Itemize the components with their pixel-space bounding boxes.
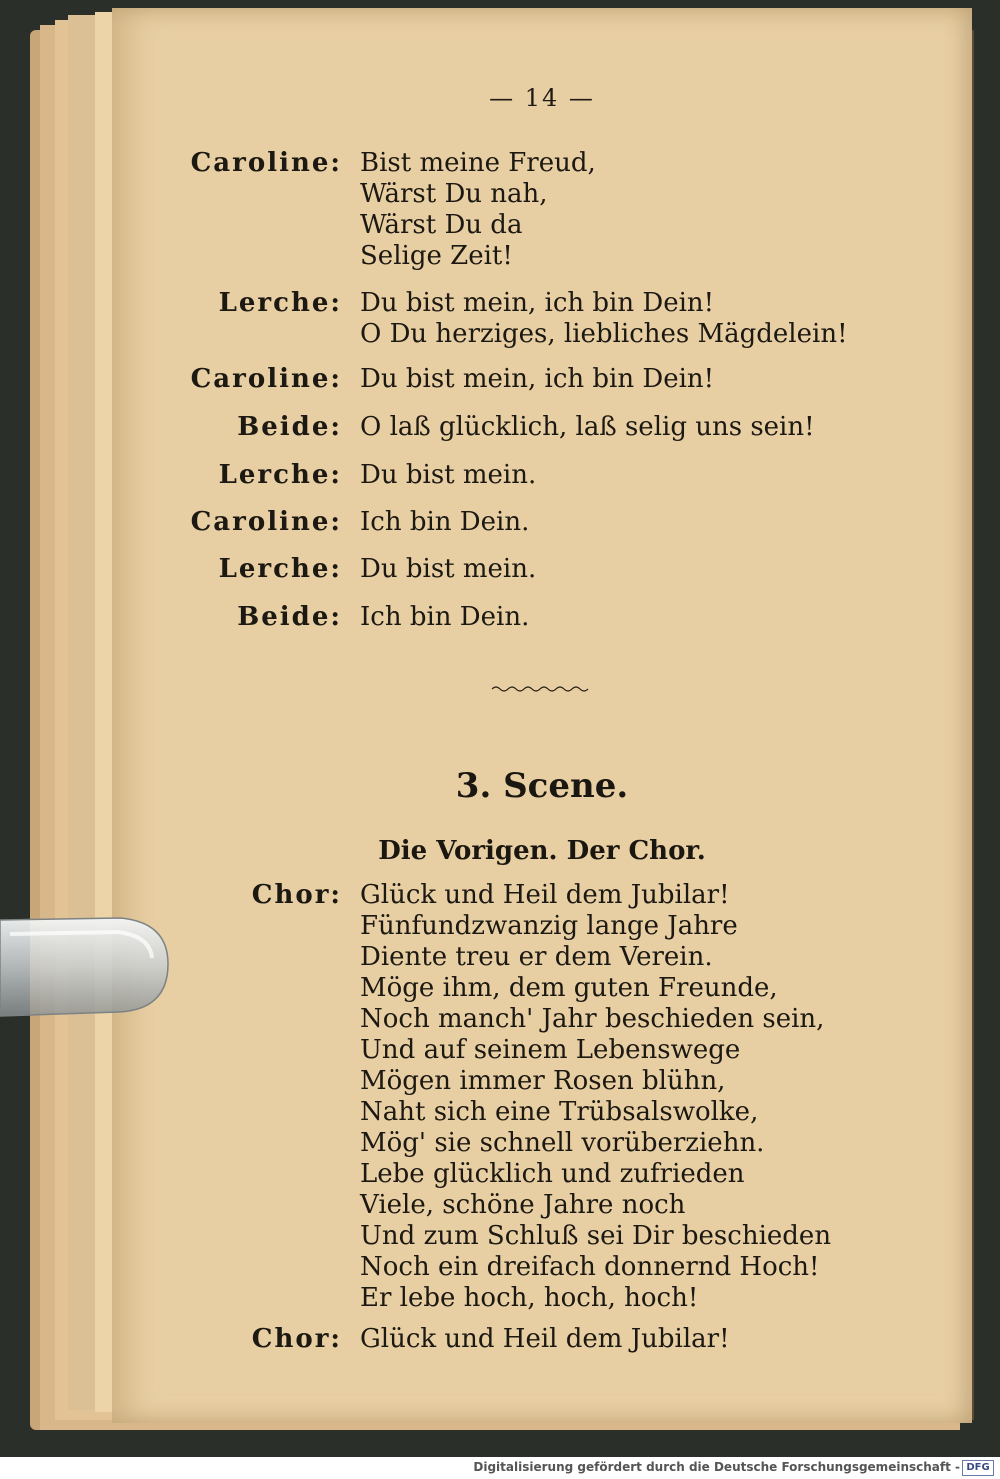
scene-title: 3. Scene. [455,766,629,806]
verse-line: Bist meine Freud, [360,148,596,178]
verse-lines [360,148,596,272]
verse-lines [360,364,714,395]
verse-line: Du bist mein, ich bin Dein! [360,364,715,394]
verse-line: Möge ihm, dem guten Freunde, [360,973,778,1003]
verse-line: Du bist mein. [360,460,537,490]
speaker-name: Caroline: [190,507,342,537]
speaker-name: Caroline: [190,148,342,178]
verse-line: Mög' sie schnell vorüberziehn. [360,1128,765,1158]
verse-line: Noch manch' Jahr beschieden sein, [360,1004,825,1034]
page-number: — 14 — [489,84,595,112]
speaker-name: Chor: [251,880,342,910]
verse-line: Du bist mein, ich bin Dein! [360,288,715,318]
verse-line: Ich bin Dein. [360,507,530,537]
verse-lines [360,507,529,538]
digitization-footer [0,1457,1000,1479]
speaker-name: Caroline: [190,364,342,394]
dfg-logo: DFG [962,1460,994,1476]
verse-line: Viele, schöne Jahre noch [360,1190,686,1220]
verse-line: Lebe glücklich und zufrieden [360,1159,745,1189]
verse-lines [360,880,831,1314]
page-holder-clip [0,912,170,1022]
verse-line: Glück und Heil dem Jubilar! [360,880,730,910]
verse-lines [360,412,815,443]
verse-line: Mögen immer Rosen blühn, [360,1066,726,1096]
book-page [112,8,972,1423]
verse-line: Glück und Heil dem Jubilar! [360,1324,730,1354]
verse-lines [360,554,536,585]
speaker-name: Chor: [251,1324,342,1354]
speaker-name: Beide: [237,412,342,442]
speaker-name: Beide: [237,602,342,632]
verse-line: O Du herziges, liebliches Mägdelein! [360,319,848,349]
ornamental-divider [490,684,590,694]
verse-line: Naht sich eine Trübsalswolke, [360,1097,759,1127]
verse-line: Diente treu er dem Verein. [360,942,713,972]
scene-subtitle: Die Vorigen. Der Chor. [378,836,706,866]
verse-line: Wärst Du da [360,210,523,240]
verse-line: Wärst Du nah, [360,179,548,209]
speaker-name: Lerche: [218,554,342,584]
verse-line: Du bist mein. [360,554,537,584]
verse-lines [360,288,848,350]
speaker-name: Lerche: [218,288,342,318]
verse-lines [360,460,536,491]
verse-line: Selige Zeit! [360,241,513,271]
verse-line: Und auf seinem Lebenswege [360,1035,741,1065]
verse-line: Fünfundzwanzig lange Jahre [360,911,738,941]
verse-line: Er lebe hoch, hoch, hoch! [360,1283,699,1313]
verse-line: Und zum Schluß sei Dir beschieden [360,1221,832,1251]
verse-lines [360,1324,730,1355]
verse-line: Noch ein dreifach donnernd Hoch! [360,1252,820,1282]
verse-line: Ich bin Dein. [360,602,530,632]
verse-line: O laß glücklich, laß selig uns sein! [360,412,815,442]
verse-lines [360,602,529,633]
funding-note: Digitalisierung gefördert durch die Deutsche Forschungsgemeinschaft - [473,1460,960,1474]
speaker-name: Lerche: [218,460,342,490]
